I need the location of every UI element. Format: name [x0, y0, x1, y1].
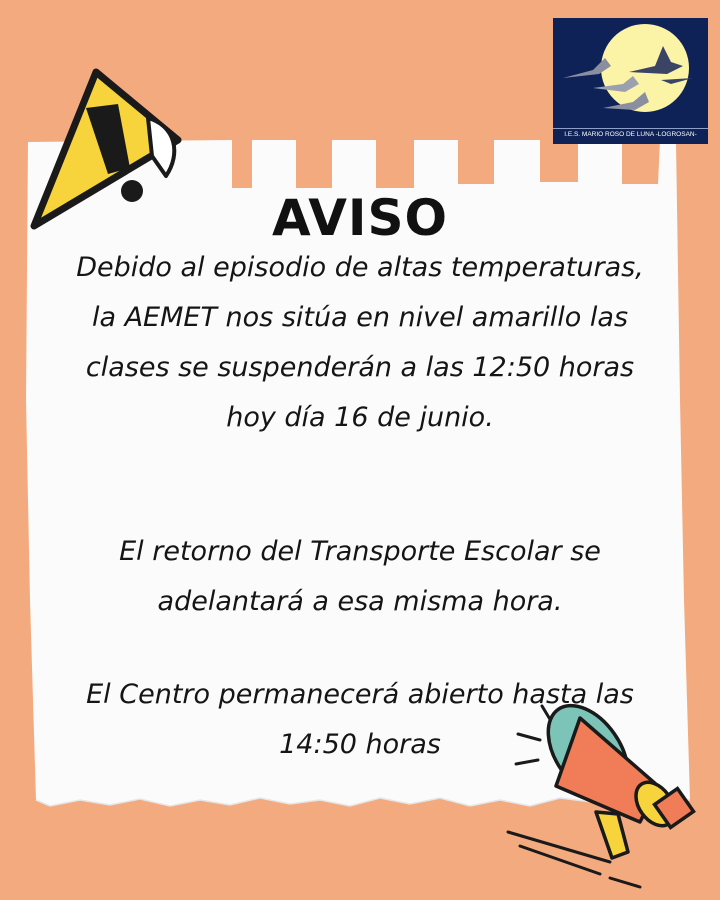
megaphone-icon: [500, 682, 710, 892]
school-logo: [553, 18, 708, 144]
school-logo-storks: [553, 18, 708, 130]
notice-paragraph-suspension: Debido al episodio de altas temperaturas, la AEMET nos sitúa en nivel amarillo las clases se suspenderán a las 12:50 horas hoy día 16 de junio.: [76, 252, 644, 433]
notice-paragraph-center-open: El Centro permanecerá abierto hasta las 14:50 horas: [86, 679, 634, 760]
logo-caption: I.E.S. MARIO ROSO DE LUNA -LOGROSAN-: [553, 128, 708, 138]
notice-title: AVISO: [271, 189, 449, 247]
notice-paragraph-transport: El retorno del Transporte Escolar se adelantará a esa misma hora.: [119, 536, 601, 617]
